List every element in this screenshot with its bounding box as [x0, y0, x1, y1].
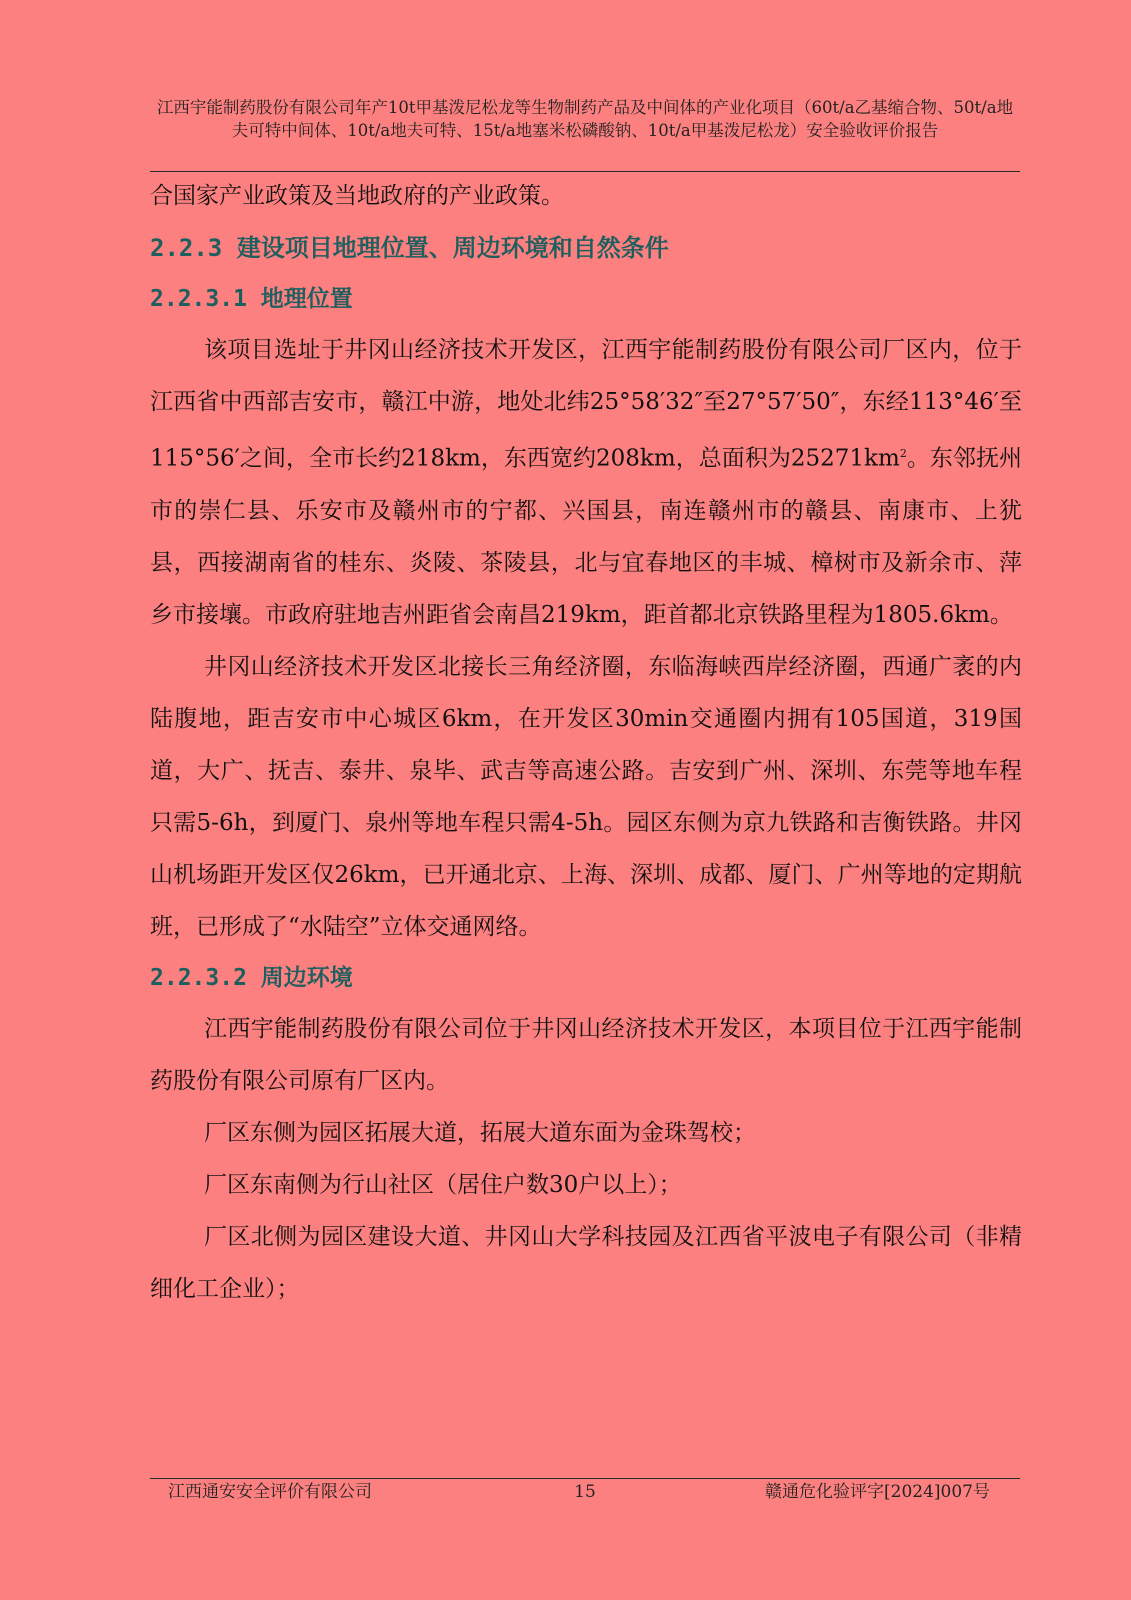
section-heading-2-2-3-1: 2.2.3.1 地理位置 [150, 286, 353, 312]
document-body [150, 170, 1022, 1315]
paragraph-surroundings: 江西宇能制药股份有限公司位于井冈山经济技术开发区，本项目位于江西宇能制药股份有限公司原有厂区内。 [150, 1015, 1022, 1094]
document-number: 赣通危化验评字[2024]007号 [765, 1482, 990, 1502]
paragraph-geography [150, 324, 1022, 641]
footer-rule [150, 1478, 1020, 1479]
paragraph-continuation: 合国家产业政策及当地政府的产业政策。 [150, 183, 564, 209]
paragraph-southeast: 厂区东南侧为行山社区（居住户数30户以上）； [204, 1171, 682, 1198]
paragraph-north: 厂区北侧为园区建设大道、井冈山大学科技园及江西省平波电子有限公司（非精细化工企业）； [150, 1223, 1022, 1302]
footer-company: 江西通安安全评价有限公司 [168, 1482, 372, 1502]
page-number: 15 [574, 1482, 596, 1502]
section-heading-2-2-3-2: 2.2.3.2 周边环境 [150, 964, 353, 991]
header-title: 江西宇能制药股份有限公司年产10t甲基泼尼松龙等生物制药产品及中间体的产业化项目（60t/a乙基缩合物、50t/a地夫可特中间体、10t/a地夫可特、15t/a地塞米松磷酸钠、10t/a甲基泼尼松龙）安全验收评价报告 [156, 98, 1014, 140]
paragraph-geography-part1: 该项目选址于井冈山经济技术开发区，江西宇能制药股份有限公司厂区内，位于江西省中西部吉安市，赣江中游，地处北纬25°58′32″至27°57′50″，东经113°46′至115°56′之间，全市长约218km，东西宽约208km，总面积为25271km [150, 337, 1022, 472]
page-header [150, 96, 1020, 142]
superscript-2: 2 [899, 447, 907, 460]
section-heading-2-2-3: 2.2.3 建设项目地理位置、周边环境和自然条件 [150, 234, 669, 262]
paragraph-east: 厂区东侧为园区拓展大道，拓展大道东面为金珠驾校； [204, 1119, 756, 1146]
paragraph-transport: 井冈山经济技术开发区北接长三角经济圈，东临海峡西岸经济圈，西通广袤的内陆腹地，距吉安市中心城区6km，在开发区30min交通圈内拥有105国道，319国道，大广、抚吉、泰井、泉毕、武吉等高速公路。吉安到广州、深圳、东莞等地车程只需5-6h，到厦门、泉州等地车程只需4-5h。园区东侧为京九铁路和吉衡铁路。井冈山机场距开发区仅26km，已开通北京、上海、深圳、成都、厦门、广州等地的定期航班，已形成了“水陆空”立体交通网络。 [150, 653, 1022, 940]
paragraph-geography-part2: 。东邻抚州市的崇仁县、乐安市及赣州市的宁都、兴国县，南连赣州市的赣县、南康市、上犹县，西接湖南省的桂东、炎陵、茶陵县，北与宜春地区的丰城、樟树市及新余市、萍乡市接壤。市政府驻地吉州距省会南昌219km，距首都北京铁路里程为1805.6km。 [150, 445, 1022, 628]
